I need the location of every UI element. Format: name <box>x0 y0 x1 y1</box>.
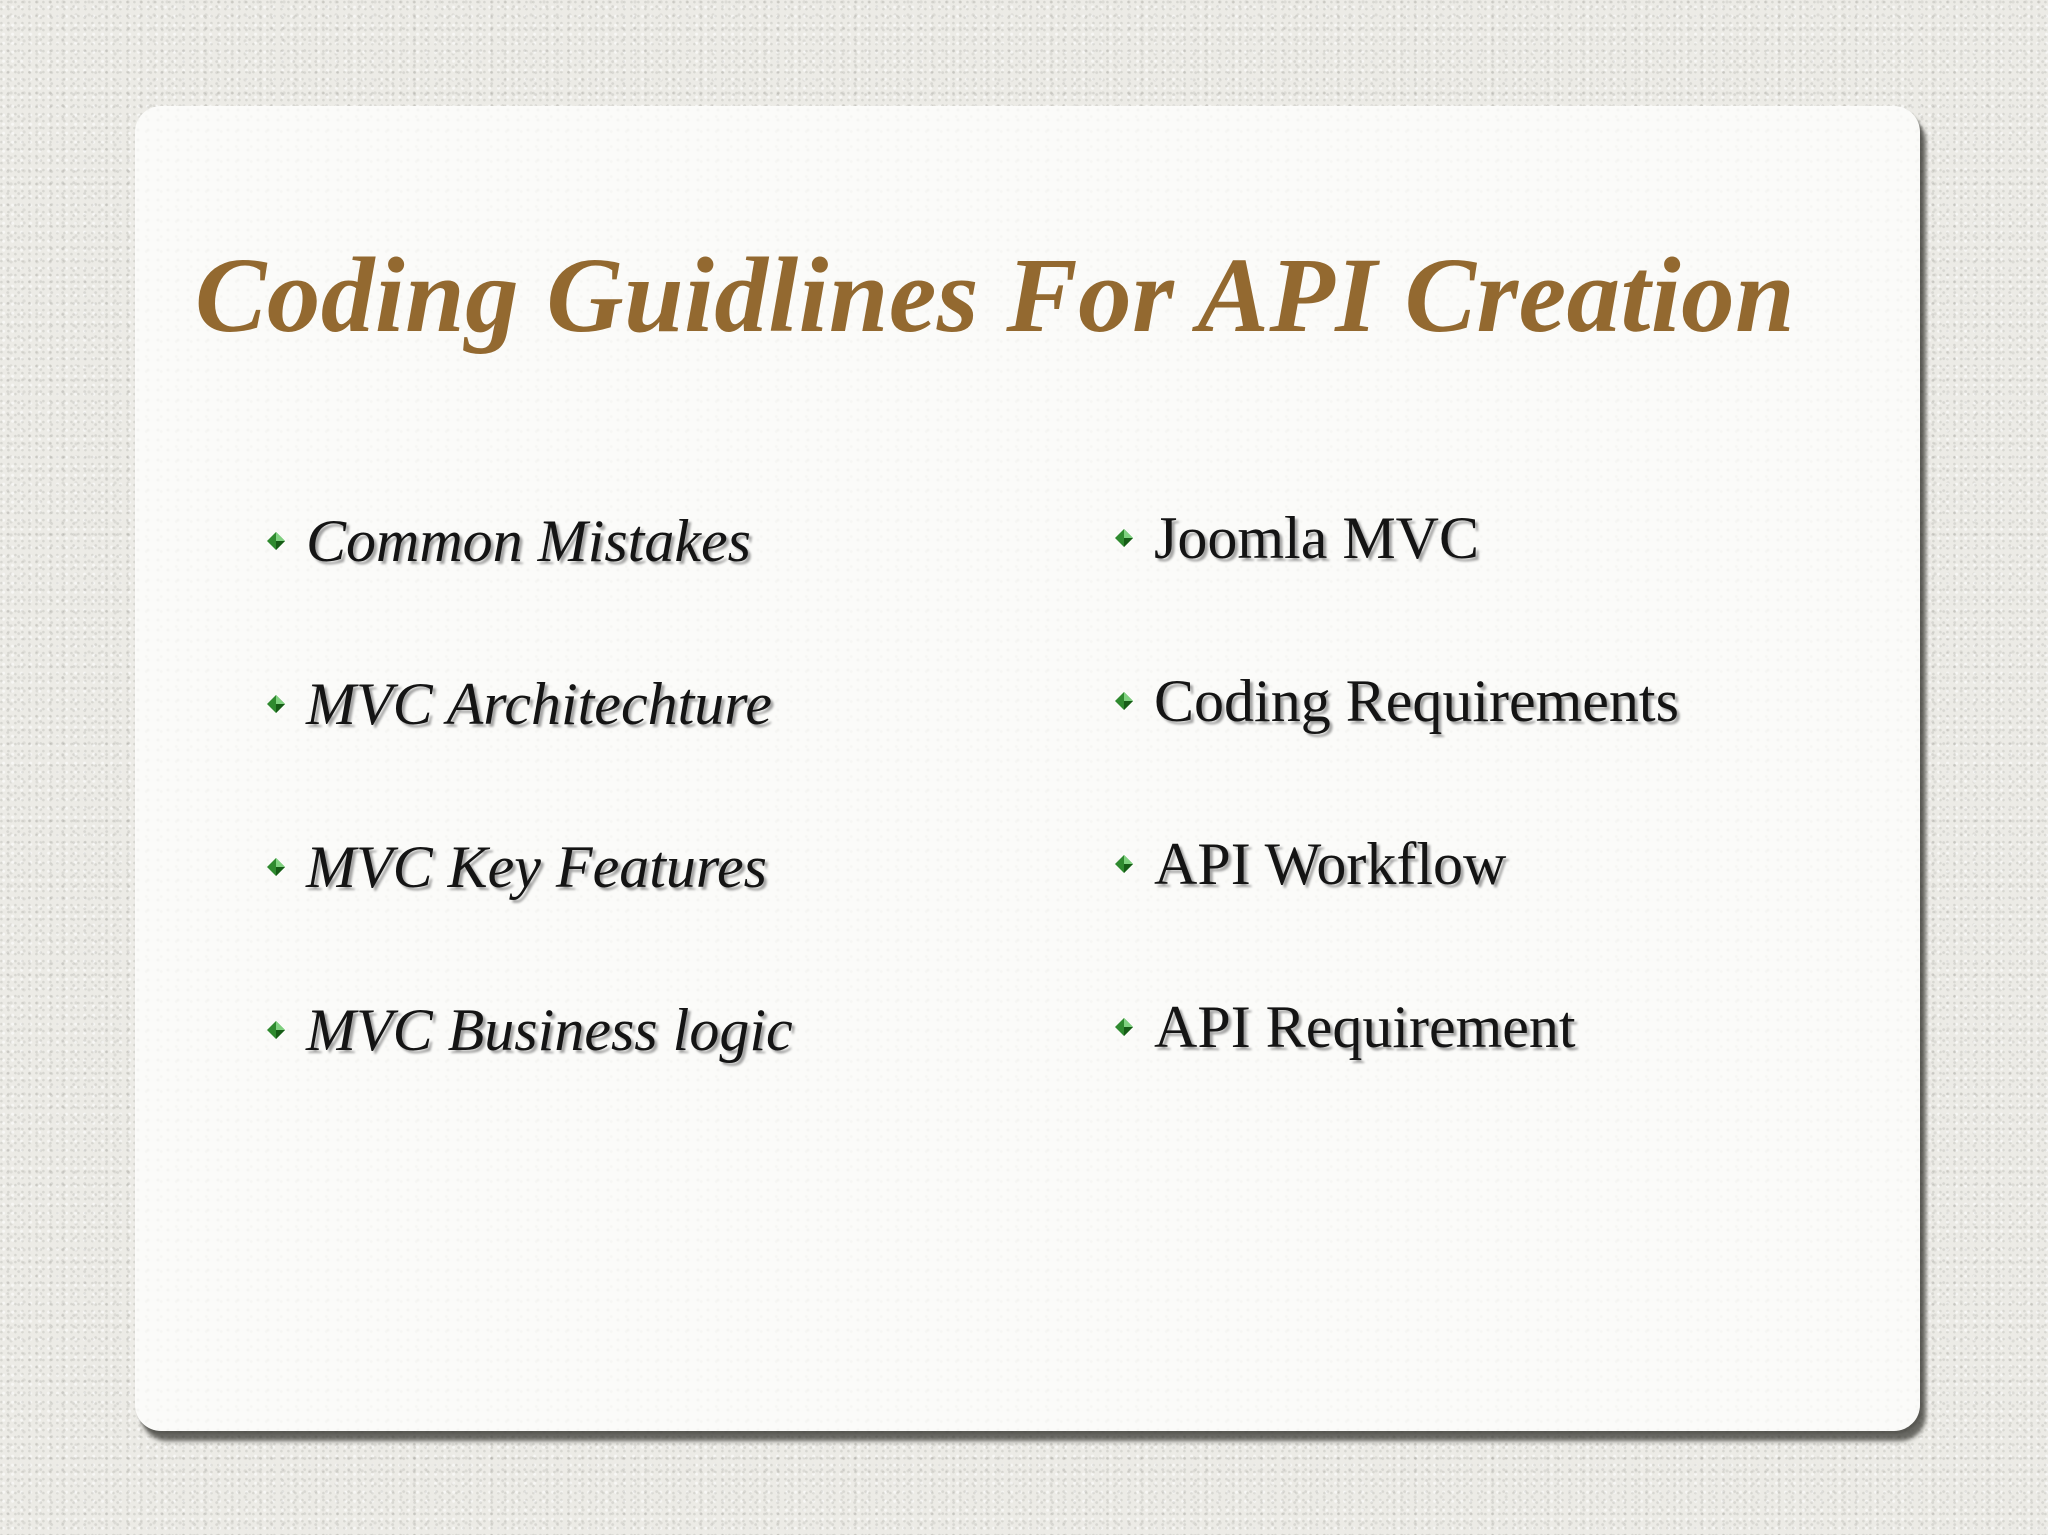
bullet-item <box>1110 987 1679 1150</box>
slide-title: Coding Guidlines For API Creation <box>195 237 1796 355</box>
bullet-label: MVC Architechture <box>306 671 772 737</box>
bullet-list-left <box>262 501 793 1153</box>
bullet-item <box>1110 661 1679 824</box>
bullet-item <box>1110 498 1679 661</box>
slide-card <box>135 106 1920 1431</box>
green-diamond-icon <box>266 694 286 714</box>
bullet-label: Common Mistakes <box>306 508 751 574</box>
bullet-list-right <box>1110 498 1679 1150</box>
green-diamond-icon <box>266 1020 286 1040</box>
green-diamond-icon <box>1114 1017 1134 1037</box>
bullet-label: API Requirement <box>1154 994 1576 1060</box>
green-diamond-icon <box>1114 691 1134 711</box>
green-diamond-icon <box>1114 854 1134 874</box>
bullet-item <box>262 990 793 1153</box>
green-diamond-icon <box>266 531 286 551</box>
bullet-item <box>262 827 793 990</box>
bullet-label: MVC Business logic <box>306 997 793 1063</box>
green-diamond-icon <box>1114 528 1134 548</box>
bullet-item <box>1110 824 1679 987</box>
bullet-item <box>262 501 793 664</box>
bullet-label: Coding Requirements <box>1154 668 1679 734</box>
bullet-item <box>262 664 793 827</box>
bullet-label: Joomla MVC <box>1154 505 1480 571</box>
bullet-label: API Workflow <box>1154 831 1507 897</box>
green-diamond-icon <box>266 857 286 877</box>
bullet-label: MVC Key Features <box>306 834 767 900</box>
